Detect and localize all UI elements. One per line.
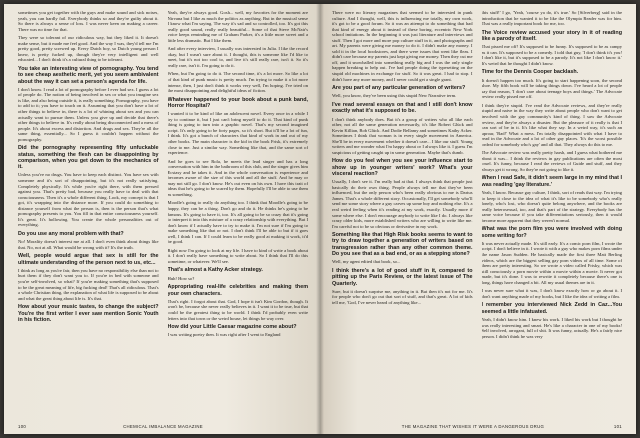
left-page <box>4 4 320 434</box>
interview-answer: It doesn't happen too much. It's going to start happening soon, the second shoe. My fifth book will be taking things down. I've heard a lot of people say that reason, 'I don't care about teenage boys and things.' The Advocate review really pissed me off. <box>481 77 622 100</box>
interview-question: Time for the Dennis Cooper backlash. <box>481 69 579 76</box>
interview-answer: That's right. I forgot about that. God, I hope it isn't Kim Gordon, though. It won't be, because she never really believes in it. I want it to be true, but that could be the greatest thing to be world. I think I'd probably even write letters into that town or the weird house, let things be way over. <box>167 298 308 321</box>
interview-answer: I think they're stupid. I've read the Advocate reviews, and they're really stupid and naive in the way they write about people who don't want to get involved with the gay community's kind of thing. I saw the Advocate review, and they're always a disaster. But the pleasure of it really is that I can sort of be in it. It's like what they say. In a weird way, it's such an uproar, 'Bad!' What a mess. I'm totally disappointed with what I have to read in the Advocate and a lot of other gay places. 'It's the worst possible ordeal for somebody who's gay' and all that. They always do this to me. <box>481 102 622 147</box>
interview-question: I remember you interviewed Nick Zedd in Caz...You seemed a little infatuated. <box>481 302 622 315</box>
right-page <box>320 4 636 434</box>
interview-answer: Well, my agent edited that book, so... <box>332 259 401 265</box>
interview-answer: The Advocate review was really pretty harsh, and I guess what bothered me about it was... I think the reviews in gay publications are often the most cruel. It's funny, because I read the reviews of Guide and stuff, and they always get it wrong. So they're not going to like it. <box>481 150 622 172</box>
interview-answer: It was never actually made. It's still early. It's a comic porn film, I wrote the script. I don't believe in it. I wrote it with a guy who makes porn films under the name Jason Sudden. He basically made the first three Matt Berling videos, which are the biggest selling gay porn videos of all time. Some of them are pretty interesting. So we wrote a video called Frisky, which was still consciously a porn movie within a movie within a movie. It never got made, but it's done. I was to rewrite it completely because there's one is long, things have changed a bit. All my usual themes are in it. <box>481 240 622 285</box>
interview-question: You take an interesting view of pornography. You tend to see cheap aesthetic merit, yet you seem ambivalent about the way it can set a person's agenda for life. <box>18 65 159 85</box>
interview-answer: this stuff!' I go, 'Yeah, 'course ya do, it's true.' So [Silverberg] said in the introduction that he wanted it to be like the Olympia Reader was for him. That was a really important book for me, too. <box>481 10 622 27</box>
interview-answer: Yeah, they're always good. Gosh... well, my favorites for the moment are Nirvana but I like as much the politics as anything. But in the musical sense I know what I'm saying. The way it's sad and so controlled, too. It's got this really good sound, really really beautiful... Some of that Steve McNair's voice keeps reminding me of Graham Parker, it's a little more sweet and a little less dramatic. But I like them. <box>167 10 308 43</box>
right-page-number: 101 <box>613 424 622 429</box>
left-page-columns <box>18 10 308 416</box>
interview-answer: Well, you know, they've been using this stupid New Narrative term. <box>332 93 457 99</box>
interview-question: Do you use any moral problem with that? <box>18 230 124 237</box>
left-page-number: 100 <box>18 424 27 429</box>
interview-question: That's almost a Kathy Acker strategy. <box>167 267 263 274</box>
interview-answer: That pissed me off! It's supposed to be funny. It's supposed to be as campy as it can. It's supposed to be a comedy. I told that guy, 'I don't think it's you! I don't like it, but it's supposed to be a parody. It's not like I don't know it.' It's weird that he thought I didn't know. <box>481 44 622 66</box>
interview-question: Whatever happened to your book about a punk band, Horror Hospital? <box>167 96 308 109</box>
interview-answer: When, but I'm going to do it. The second time, it's a lot more. So like a lot of that kind of punk music is pretty much. I'm trying to make it a lot more intense, then, I just don't think it works very well, I'm hoping. I've tried on the most disappointing and delightful ideas of fiction. <box>167 71 308 94</box>
interview-answer: I don't think anybody does. But it's a group of writers who all like each other, not all the same generation necessarily, it's like Robert Glück and Kevin Killian, Bob Glück. And Dodie Bellamy and sometimes Kathy Acker. Sometimes I think that woman is in every single movement in America. She'll be in every movement whether it doesn't care... I like our stuff. Young writers and me wonder what I'm happy about or I always like it. I guess I'm suspicious of getting caught up in some generation. Maybe that's dumb. <box>332 116 473 155</box>
interview-answer: I was writing poetry then. It was right after I went to England <box>167 332 281 338</box>
interview-answer: I was never sure what it was, I don't know exactly how or go about it. I don't want anything made of my books, but I like the idea of writing a film. <box>481 288 622 299</box>
interview-question: How do you feel when you see your influence start to show up in younger writers' work? What's your visceral reaction? <box>332 158 473 177</box>
interview-answer: Right now I'm going to look at my life. I have to kind of write a book about it. I don't really have something to write about. So I think that I'll do this sometime, or whatever. We'll see. <box>167 247 308 264</box>
interview-question: The Voice review accused your story in it of reading like a parody of itself. <box>481 29 622 42</box>
left-page-column-1 <box>18 10 159 416</box>
interview-answer: I don't know. I read a lot of pornography before I ever had sex. I guess a lot of people do. The notion of being involved in sex or what you imagine sex is like, and also being outside it, is really something. Pornography, you have to add to it; you have to touch on it. Assuming that you don't have a lot of other things to believe in, there is a lot of whining about sex and you can actually want to pursue them. Unless you give up and decide that there's other things to believe in. It's really about being disconnected and a mess of people. It's about excess and distortion. And drugs and sex. They're all the same thing, essentially... So I guess it couldn't happen without the pornography. <box>18 86 159 142</box>
interview-question: How did your Little Caesar magazine come about? <box>167 324 297 331</box>
magazine-spread <box>4 4 636 434</box>
interview-answer: Yeah, I know. Because gay culture, I think, sort of reads that way. I'm trying to keep it close to the idea of what it's like to be somebody who's really lonely, who's lost, who doesn't quite belong anywhere, and the books are really heterosexual, too, and that's part of the strategy. Everybody has the same voice because if you take differentiations seriously, then it would become more apparent that they weren't normal. <box>481 190 622 223</box>
interview-question: I think there's a lot of good stuff in it, compared to pitting up the Paris Review, or the latest issue of The Quarterly. <box>332 267 473 287</box>
interview-answer: Unless you've no drugs. You have to keep each distinct. You have sex with someone and it's sort of disappointing, but it's not really satisfying. Completely physically. It's while you're right there, with them pressed against you. That's pretty bad, because you really have to deal with that consciousness. Then it's a whole different thing. Look, my concept is that I got, it's wrapping into the distance more. If you could do something to distance yourself from what the person is, then is the person that's what pornography presents to you. You fill in that entire consciousness yourself. It's great. It's hollowing. You create the whole personalities out of everything. <box>18 172 159 228</box>
interview-question: How about your music tastes, to change the subject? You're the first writer I ever saw mention Sonic Youth in his fiction. <box>18 304 159 323</box>
interview-answer: I wanted it to be kind of like an adolescent novel. Every once in a while I try to continue it, but I just can't bring myself to do it. That kind of punk thing is going to turn into a graphic novel. That's my second imagined script. It's only going to be forty pages, so it's short. But it'll be a lot of fun, I think. It's got a bunch of characters that kind of work in and out of my other books. The main character is the kid in the book Frisk, it's extremely close to me. Just a similar way. Something like that, and the same sort of experience. <box>167 111 308 156</box>
interview-answer: There were no literary magazines that seemed to be interested in punk culture. And I thought, well, this is influencing me totally, my own work, it's got to be a good forum. So it was an attempt to do something that had that kind of energy about it instead of these boring, eccentric New York school imitations. In the beginning it was just literature and interviews and stuff. Then I got more and more pop culture stuff in it, and photographs and art. My parents were giving me money to do it. I didn't make any money. I sold it in the local bookstores, and there were issues that went like fleas. I didn't care because my parents just kept giving me money. Then they cut me off, and it snowballed into something really big and I was the only single happen breaking to help out. I've had people doing the typesetting on the stupid old machines in exchange for stuff. So it was great. I had to stop. I didn't have any more money, and I never could get a single grant. <box>332 10 473 82</box>
interview-question: When I read Safe, it didn't seem large in my mind that I was reading 'gay literature.' <box>481 175 622 188</box>
interview-question: Appropriating real-life celebrities and making them your own characters. <box>167 284 308 297</box>
right-page-footer <box>332 424 622 429</box>
interview-answer: I think as long as you're fair, then you have no responsibility else than not to hurt them if they don't want you to. If you're in bed with someone and you're self-involved, so what? If you're making something that's supposed to be the great meaning of life, big fucking deal! That's all ridiculous. That's a whole Christian thing, the explanation of what life is supposed to be about and what the great thing about life is. It's that. <box>18 267 159 301</box>
interview-answer: sometimes you get together with the guys and make sound and sick noises, yeah, you can hardly fail. Everybody thinks so and they're guilty about it. So there is always a sense of loss. I was never keen on making a career. There was no time for that. <box>18 10 159 32</box>
interview-answer: Huh! How so? <box>167 275 195 281</box>
interview-question: Well, people would argue that sex is still for the ultimate understanding of the person next to us, etc... <box>18 253 159 266</box>
interview-answer: Sure, but it doesn't surprise me, anything in it. But then it's not for me. It's for people who don't go out that sort of stuff, and that's great. A lot of kids tell me, 'God, I've never heard of anything like... <box>332 288 473 305</box>
left-footer-title: CHEMICAL IMBALANCE MAGAZINE <box>123 424 203 429</box>
right-page-columns <box>332 10 622 416</box>
interview-answer: Usually, I don't see it. I'm really bad at that. I always think that people just basically do their own thing. People always tell me that they've been influenced, but the only person who's been really obvious to me is Darius James. That's a whole different story. Occasionally, I'll get somebody who'll send me some story where a guy carves up some boy and nothing else. It's a real weird feeling when it's reading at my work, exactly. Usually more if some where else. I don't encourage anybody to write like I do. I always like crazy older kids, more established writers who are willing to write like me. I'm careful not to be so obvious or derivative in my work. <box>332 179 473 229</box>
right-page-column-2 <box>482 10 623 416</box>
interview-question: Did the pornography representing fifty unfuckable status, something the flesh can be disappointing by comparison, when you get down to the mechanics of it. <box>18 145 159 171</box>
right-footer-title: THE MAGAZINE THAT WISHES IT WERE A DANGEROUS DRUG <box>401 424 545 429</box>
interview-answer: No! Morality doesn't interest me at all. I don't even think about things like that. No, not at all. What would be wrong with it? It's the truth. <box>18 239 159 250</box>
interview-answer: They were so tolerant of our ridiculous way, but they liked it. It doesn't make sense, but it made me feel good. And the way I was, they'd tell me I'm pretty good, pretty screwed up. Every Dutch boy, so Dutch young person I knew, is pretty fucked up, though they're very intelligent and well educated... I don't think it's a cultural thing to be tolerant. <box>18 35 159 63</box>
book-gutter <box>316 4 324 434</box>
interview-answer: Moodle's going to really do anything too. I think that Moodle's going to be happy, they can be a thing. Don't go and do it. He thinks he's going to be famous. It's going to have it, too. It's all going to be so crazy that it's going to interpret it into this mixture of a crazy relationship with everything. But I don't know if I actually have to try to make it. I'm not sure if I'm going to make something like that or not. I don't think I'll be able to but if it goes well, I think I can. If I could learn to be really good at making it work, it'd be good. <box>167 200 308 245</box>
interview-answer: And he goes to see Rola, he meets the lead singer and has a long conversation with him in the bathroom of this club, and the singer gives him Ecstasy and he takes it. And in the whole conversation is experience and becomes aware of the size of this world and all the stuff. And he may or may not still go. I don't know. He's out even on his own. I have this trait of ideas that he's going to be scared by them. Hopefully I'll be able to use them as something. <box>167 158 308 197</box>
left-page-footer <box>18 424 308 429</box>
left-page-column-2 <box>168 10 309 416</box>
interview-answer: And after every interview, I usually was interested in Julia. I like the record okay, but I wasn't sure about it. I thought, this is someone like I'd like to meet, but it's not too cool to, and live it's still really rare, isn't it. So it's really rare, isn't it. I'm going to do it. <box>167 46 308 68</box>
right-page-column-1 <box>332 10 473 416</box>
interview-question: What was the porn film you were involved with doing some writing for? <box>481 226 622 239</box>
interview-question: Something like that High Risk books seems to want to try to draw together a generation of writers based on transgression rather than any other common theme. Do you see that as a bad end, or as a stepping stone? <box>332 232 473 258</box>
interview-question: I've read several essays on that and I still don't know exactly what it's supposed to be. <box>332 101 473 115</box>
interview-answer: Yeah, I didn't know him. I knew his work. I liked his work but I thought he was really interesting and smart. He's like a character in one of my books! Self involved, arrogant, full of shit. It was funny, actually. He's a fairly nice person. I didn't think he was very <box>481 317 622 339</box>
interview-question: Are you part of any particular generation of writers? <box>332 85 466 92</box>
